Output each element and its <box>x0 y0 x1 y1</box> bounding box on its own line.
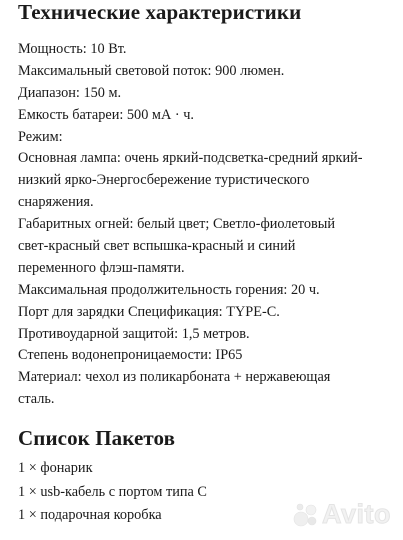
spec-line: Диапазон: 150 м. <box>18 84 122 101</box>
spec-line: Емкость батареи: 500 мА · ч. <box>18 106 194 123</box>
specs-list <box>18 39 398 411</box>
specs-heading: Технические характеристики <box>18 0 302 24</box>
spec-line: Порт для зарядки Спецификация: TYPE-C. <box>18 303 280 320</box>
spec-line: Материал: чехол из поликарбоната + нержавеющая <box>18 369 331 386</box>
spec-line: Максимальный световой поток: 900 люмен. <box>18 62 285 79</box>
spec-line: Габаритных огней: белый цвет; Светло-фиолетовый <box>18 216 336 233</box>
spec-line: свет-красный свет вспышка-красный и синий <box>18 238 296 255</box>
package-heading: Список Пакетов <box>18 426 176 450</box>
package-item: 1 × usb-кабель с портом типа C <box>18 483 207 500</box>
spec-line: Мощность: 10 Вт. <box>18 41 127 57</box>
spec-line: Степень водонепроницаемости: IP65 <box>18 347 243 364</box>
spec-line: сталь. <box>18 391 55 408</box>
package-item: 1 × фонарик <box>18 460 93 476</box>
spec-line: Основная лампа: очень яркий-подсветка-средний яркий- <box>18 150 363 167</box>
spec-line: Противоударной защитой: 1,5 метров. <box>18 325 250 342</box>
package-item: 1 × подарочная коробка <box>18 507 162 523</box>
spec-line: Максимальная продолжительность горения: 20 ч. <box>18 281 320 298</box>
spec-line: переменного флэш-памяти. <box>18 259 185 276</box>
avito-logo-icon <box>293 502 319 528</box>
watermark-text: Avito <box>322 499 391 529</box>
spec-line: низкий ярко-Энергосбережение туристического <box>18 172 310 189</box>
spec-line: Режим: <box>18 128 63 145</box>
spec-line: снаряжения. <box>18 194 94 211</box>
avito-watermark <box>293 499 391 530</box>
